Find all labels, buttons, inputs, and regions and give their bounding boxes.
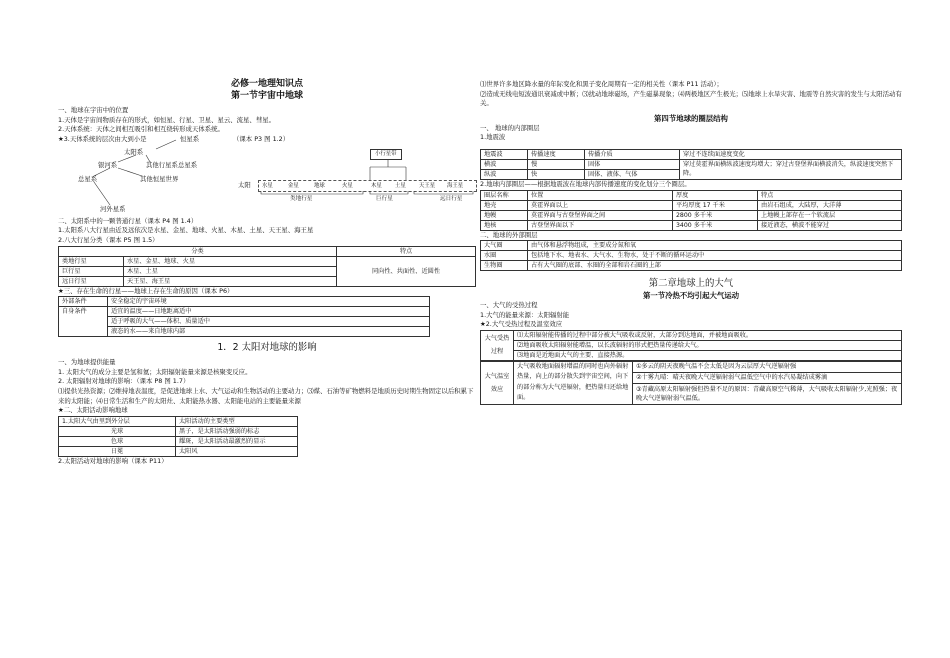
- para-planet-classes: 2.八大行星分类（课本 P5 图 1.5）: [58, 235, 159, 244]
- table-cell: 穿过不连续面速度变化: [680, 149, 902, 159]
- table-cell: 色球: [59, 436, 176, 446]
- diagram-qitahengxingxi: 其他行星系总星系: [146, 160, 198, 169]
- table-cell: 自身条件: [59, 307, 108, 337]
- para-system: 2.天体系统：天体之间相互吸引和相互绕转形成天体系统。: [58, 125, 224, 134]
- table-cell: 固体: [585, 159, 680, 169]
- table-cell: 穿过莫霍界面横纵波速度均增大；穿过古登堡界面横波消失，纵波速度突然下降。: [680, 159, 902, 179]
- table-cell: 大气吸收地面辐射增温的同时也向外辐射热量，向上的部分散失到宇宙空间，向下的部分称为大气逆辐射，把热量归还给地面。: [514, 361, 633, 404]
- para-radiation-effect: 2. 太阳辐射对地球的影响：（课本 P8 图 1.7）: [58, 377, 190, 386]
- table-cell: 平均厚度 17 千米: [673, 200, 758, 210]
- table-row: [481, 251, 902, 261]
- para-celestial: 1.天体是宇宙间物质存在的形式，如恒星、行星、卫星、星云、流星、彗星。: [58, 115, 275, 124]
- asteroid-belt-box: 小行星带: [370, 149, 402, 160]
- table-cell: 传播介质: [585, 149, 680, 159]
- group-giant: 巨行星: [376, 195, 393, 202]
- table-cell: 安全稳定的宇宙环境: [108, 297, 430, 307]
- inner-layer-table: [480, 190, 902, 231]
- table-cell: 莫霍界面以上: [528, 200, 673, 210]
- table-cell: 耀斑，是太阳活动最激烈的显示: [176, 436, 298, 446]
- table-row: [481, 340, 902, 350]
- planet-mercury: 水星: [262, 182, 273, 189]
- table-cell: 大气圈: [481, 241, 528, 251]
- table-row: [481, 361, 902, 372]
- table-row: [481, 220, 902, 230]
- table-cell: ①多云的阴天夜晚气温不会太低是因为云层厚大气逆辐射强: [633, 361, 902, 372]
- table-cell: 光球: [59, 426, 176, 436]
- table-cell: 水星、金星、地球、火星: [124, 256, 337, 266]
- table-cell: 位置: [528, 190, 673, 200]
- table-cell: 远日行星: [59, 276, 124, 286]
- para-sun-composition: 1. 太阳大气的成分主要是氢和氦；太阳辐射能量来源是核聚变反应。: [58, 367, 252, 376]
- para-seismic: 1.地震波: [480, 133, 506, 142]
- table-cell: ②十雾九晴：晴天夜晚大气逆辐射弱气温低空气中的水汽易凝结成雾滴: [633, 372, 902, 383]
- table-cell: 外部条件: [59, 297, 108, 307]
- planet-class-table: [58, 246, 476, 287]
- table-cell: 生物圈: [481, 261, 528, 271]
- heading-inner: 一、 地球的内部圈层: [480, 123, 540, 132]
- table-row: [59, 416, 298, 426]
- heading-ordinary-planet: 二、太阳系中的一颗普通行星（课本 P4 图 1.4）: [58, 216, 198, 225]
- table-cell: 适宜的温度——日地距离适中: [108, 307, 430, 317]
- diagram-hewai: 河外星系: [100, 204, 126, 213]
- planet-venus: 金星: [288, 182, 299, 189]
- table-cell: 木星、土星: [124, 266, 337, 276]
- table-cell: ⑴太阳辐射能传播的过程中部分被大气吸收或反射，大部分到达地面，并被地面吸收。: [514, 330, 902, 340]
- table-row: [59, 246, 476, 256]
- table-cell: 地幔: [481, 210, 528, 220]
- table-cell: 上地幔上部存在一个软流层: [758, 210, 902, 220]
- diagram-hengxingxi: 恒星系: [180, 134, 200, 143]
- hierarchy-connector-lines: [58, 135, 476, 217]
- section-title-1: 第一节宇宙中地球: [230, 91, 303, 101]
- section-title-4: 第四节地球的圈层结构: [654, 113, 728, 123]
- table-cell: 固体、液体、气体: [585, 169, 680, 179]
- heading-energy: 一、为地球提供能量: [58, 358, 116, 367]
- section-title-2: 1．2 太阳对地球的影响: [217, 342, 317, 354]
- table-cell: 3400 多千米: [673, 220, 758, 230]
- section-title-atmo: 第一节冷热不均引起大气运动: [642, 291, 740, 301]
- life-conditions-table: [58, 296, 430, 337]
- heading-position: 一、地球在宇宙中的位置: [58, 106, 129, 114]
- planet-mars: 火星: [342, 182, 353, 189]
- left-column: [58, 78, 476, 466]
- table-cell: 慢: [528, 159, 585, 169]
- para-greenhouse: ★2.大气受热过程及温室效应: [480, 320, 563, 329]
- table-row: [59, 317, 430, 327]
- para-planet-order: 1.太阳系八大行星由近及远依次是水星、金星、地球、火星、木星、土星、天王星、海王星: [58, 226, 314, 235]
- heading-outer: 二、地球的外部圈层: [480, 230, 538, 239]
- table-row: [59, 307, 430, 317]
- diagram-taiyangxi: 太阳系: [124, 147, 144, 156]
- table-header: 1.太阳大气由里到外分层: [59, 416, 176, 426]
- table-cell: 天王星、海王星: [124, 276, 337, 286]
- table-cell: 接近液态，横波不能穿过: [758, 220, 902, 230]
- outer-layer-table: [480, 240, 902, 271]
- para-inner-layers: 2.地球内部圈层——根据地震波在地球内部传播速度的变化划分三个圈层。: [480, 179, 691, 188]
- planet-earth: 地球: [314, 182, 325, 189]
- para-effects: ⑵造成无线电短波通讯衰减或中断；⑶扰动地球磁场，产生磁暴现象；⑷两极地区产生极光；⑸地球上水旱灾害、地震等自然灾害的发生与太阳活动有关。: [480, 89, 902, 108]
- para-solar-effect: 2.太阳活动对地球的影响（课本 P11）: [58, 456, 168, 465]
- table-row: [59, 297, 430, 307]
- group-terrestrial: 类地行星: [290, 195, 313, 202]
- table-cell: 液态的水——来自地球内部: [108, 327, 430, 337]
- table-cell: 莫霍界面与古登堡界面之间: [528, 210, 673, 220]
- table-header: 太阳活动的主要类型: [176, 416, 298, 426]
- table-header: 分类: [59, 246, 337, 256]
- diagram-zongxingxi: 总星系: [78, 174, 98, 183]
- table-row: [481, 210, 902, 220]
- table-cell: 包括地下水、地表水、大气水、生物水，处于不断的循环运动中: [528, 251, 902, 261]
- table-row: [481, 330, 902, 340]
- table-cell: 横波: [481, 159, 528, 169]
- heading-solar-activity: ★二、太阳活动影响地球: [58, 406, 128, 415]
- table-cell: 地壳: [481, 200, 528, 210]
- table-row: [59, 327, 430, 337]
- diagram-yinhexi: 银河系: [98, 160, 118, 169]
- table-row: [481, 241, 902, 251]
- right-column: [480, 80, 902, 405]
- table-row: [481, 159, 902, 169]
- para-precip: ⑴世界许多地区降水量的年际变化和黑子变化周期有一定的相关性（课本 P11 活动）；: [480, 80, 723, 88]
- table-row: [59, 436, 298, 446]
- seismic-wave-table: [480, 149, 902, 180]
- table-cell: 2800 多千米: [673, 210, 758, 220]
- table-cell: 占有大气圈的底部、水圈的全部和岩石圈的上部: [528, 261, 902, 271]
- table-cell: 由气体和悬浮物组成，主要成分氮和氧: [528, 241, 902, 251]
- heating-table: [480, 330, 902, 361]
- table-row: [481, 350, 902, 360]
- table-row: [481, 261, 902, 271]
- table-cell: 大气温室效应: [481, 361, 514, 404]
- table-row: [59, 256, 476, 266]
- table-cell: 适于呼吸的大气——体积、质量适中: [108, 317, 430, 327]
- planet-saturn: 土星: [395, 182, 406, 189]
- table-cell: 日冕: [59, 446, 176, 456]
- planet-jupiter: 木星: [371, 182, 382, 189]
- table-cell: 地核: [481, 220, 528, 230]
- diagram-qitayinhe: 其他恒星世界: [140, 174, 179, 183]
- table-row: [59, 426, 298, 436]
- table-cell: 大气受热过程: [481, 330, 514, 360]
- table-cell: 纵波: [481, 169, 528, 179]
- table-row: [481, 200, 902, 210]
- greenhouse-table: [480, 361, 902, 405]
- group-ice: 远日行星: [440, 195, 463, 202]
- table-cell: 快: [528, 169, 585, 179]
- para-radiation-list: ⑴提供光热资源；⑵维持地表温度，是促进地球上水、大气运动和生物活动的主要动力；⑶煤、石油等矿物燃料是地质历史时期生物固定以后积累下来的太阳能；⑷日常生活和生产的太阳灶、太阳能热水器、太阳能电站的主要能量来源: [58, 386, 474, 405]
- table-row: [481, 149, 902, 159]
- diagram-sun: 太阳: [238, 180, 251, 189]
- table-row: [59, 446, 298, 456]
- table-cell: 传播速度: [528, 149, 585, 159]
- table-cell: 太阳风: [176, 446, 298, 456]
- table-row: [481, 190, 902, 200]
- celestial-hierarchy-diagram: [58, 135, 476, 217]
- chapter-title: 第二章地球上的大气: [648, 278, 734, 290]
- table-cell: 黑子，是太阳活动强弱的标志: [176, 426, 298, 436]
- table-cell: ③青藏高原太阳辐射强但热量不足的原因：青藏高原空气稀薄，大气吸收太阳辐射少,光照强；夜晚大气逆辐射弱气温低。: [633, 383, 902, 404]
- table-cell: ⑵地面吸收太阳辐射能增温，以长波辐射的形式把热量传递给大气。: [514, 340, 902, 350]
- planet-uranus: 天王星: [419, 182, 436, 189]
- table-cell: 厚度: [673, 190, 758, 200]
- figure-reference: （课本 P3 图 1.2）: [233, 134, 290, 143]
- table-cell: 类地行星: [59, 256, 124, 266]
- doc-title: 必修一地理知识点: [230, 79, 303, 89]
- solar-layer-table: [58, 416, 298, 457]
- para-energy-source: 1.大气的能量来源：太阳辐射能: [480, 310, 570, 319]
- table-cell: 地震波: [481, 149, 528, 159]
- table-cell: ⑶地面是近地面大气的主要、直接热源。: [514, 350, 902, 360]
- table-cell: 圈层名称: [481, 190, 528, 200]
- heading-heating: 一、大气的受热过程: [480, 301, 538, 310]
- table-header: 特点: [337, 246, 476, 256]
- table-cell: 同向性、共面性、近圆性: [337, 256, 476, 286]
- table-cell: 巨行星: [59, 266, 124, 276]
- table-cell: 特点: [758, 190, 902, 200]
- table-cell: 水圈: [481, 251, 528, 261]
- table-cell: 由岩石组成，大陆厚，大洋薄: [758, 200, 902, 210]
- heading-life: ★三、存在生命的行星——地球上存在生命的原因（课本 P6）: [58, 286, 234, 295]
- table-cell: 古登堡界面以下: [528, 220, 673, 230]
- planet-neptune: 海王星: [447, 182, 464, 189]
- hierarchy-label: ★3.天体系统的层次由大到小是: [58, 134, 147, 143]
